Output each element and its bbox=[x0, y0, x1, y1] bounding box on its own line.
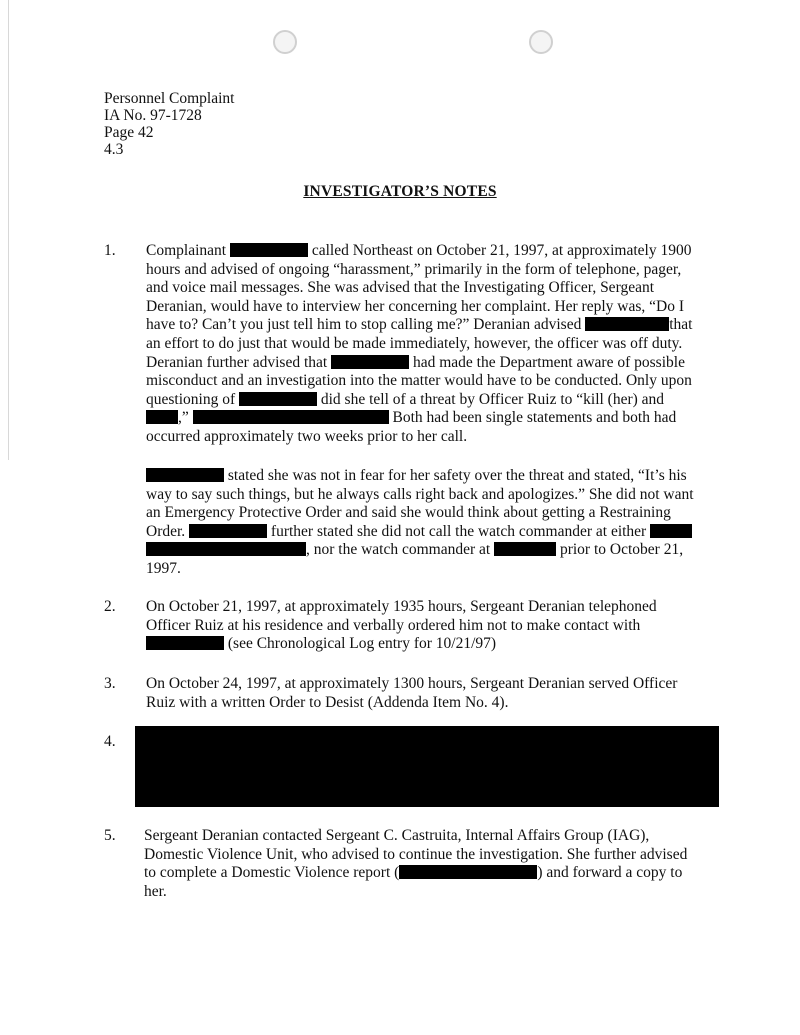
text: misconduct and an investigation into the matter would have to be conducted. Only upon bbox=[146, 372, 692, 390]
text: have to? Can’t you just tell him to stop calling me?” Deranian advised bbox=[146, 316, 582, 334]
redaction-block bbox=[239, 392, 317, 406]
text: ) and forward a copy to bbox=[537, 864, 683, 882]
text: did she tell of a threat by Officer Ruiz to “kill (her) and bbox=[320, 390, 665, 408]
text: 1997. bbox=[146, 559, 181, 577]
text: Both had been single statements and both had bbox=[392, 409, 677, 427]
text: called Northeast on October 21, 1997, at approximately 1900 bbox=[311, 242, 692, 259]
text: stated she was not in fear for her safety over the threat and stated, “It’s his bbox=[227, 467, 687, 484]
document-header bbox=[104, 90, 234, 158]
header-line: 4.3 bbox=[104, 141, 124, 158]
item-number: 5. bbox=[104, 827, 116, 844]
redaction-block-large bbox=[135, 726, 719, 807]
text: her. bbox=[144, 882, 167, 900]
item-3-paragraph bbox=[146, 675, 712, 712]
punch-hole-right bbox=[529, 30, 553, 54]
redaction-block bbox=[146, 468, 224, 482]
text: (see Chronological Log entry for 10/21/97) bbox=[227, 635, 497, 653]
text: ,” bbox=[178, 409, 189, 427]
item-5-paragraph bbox=[144, 827, 710, 901]
redaction-block bbox=[399, 865, 537, 879]
text: Officer Ruiz at his residence and verbally ordered him not to make contact with bbox=[146, 616, 641, 634]
text: Deranian further advised that bbox=[146, 353, 328, 371]
redaction-block bbox=[146, 636, 224, 650]
item-2-paragraph bbox=[146, 598, 712, 654]
text: questioning of bbox=[146, 390, 236, 408]
text: way to say such things, but he always calls right back and apologizes.” She did not want bbox=[146, 485, 694, 503]
item-1-paragraph-2 bbox=[146, 467, 712, 579]
redaction-block bbox=[230, 243, 308, 257]
text: occurred approximately two weeks prior to her call. bbox=[146, 427, 468, 445]
text: prior to October 21, bbox=[559, 541, 684, 559]
text: had made the Department aware of possible bbox=[412, 353, 685, 371]
punch-hole-left bbox=[273, 30, 297, 54]
text: that bbox=[669, 316, 693, 334]
header-line: Page 42 bbox=[104, 124, 154, 141]
text: Ruiz with a written Order to Desist (Addenda Item No. 4). bbox=[146, 693, 509, 711]
header-line: Personnel Complaint bbox=[104, 90, 235, 107]
text: On October 24, 1997, at approximately 1300 hours, Sergeant Deranian served Officer bbox=[146, 675, 678, 692]
text: hours and advised of ongoing “harassment,” primarily in the form of telephone, pager, bbox=[146, 260, 682, 278]
item-number: 3. bbox=[104, 675, 116, 692]
text: to complete a Domestic Violence report ( bbox=[144, 864, 400, 882]
item-number: 2. bbox=[104, 598, 116, 615]
redaction-block bbox=[494, 542, 556, 556]
text: an effort to do just that would be made immediately, however, the officer was off duty. bbox=[146, 334, 683, 352]
item-number: 1. bbox=[104, 242, 116, 259]
text: Domestic Violence Unit, who advised to continue the investigation. She further advised bbox=[144, 845, 688, 863]
redaction-block bbox=[331, 355, 409, 369]
text: an Emergency Protective Order and said she would think about getting a Restraining bbox=[146, 504, 671, 522]
redaction-block bbox=[193, 410, 389, 424]
page-title: INVESTIGATOR’S NOTES bbox=[303, 183, 497, 200]
item-1-paragraph-1 bbox=[146, 242, 712, 447]
text: Complainant bbox=[146, 242, 227, 259]
redaction-block bbox=[650, 524, 692, 538]
text: further stated she did not call the watch commander at either bbox=[270, 522, 647, 540]
text: Sergeant Deranian contacted Sergeant C. Castruita, Internal Affairs Group (IAG), bbox=[144, 827, 650, 844]
text: On October 21, 1997, at approximately 1935 hours, Sergeant Deranian telephoned bbox=[146, 598, 657, 615]
redaction-block bbox=[146, 410, 178, 424]
header-line: IA No. 97-1728 bbox=[104, 107, 202, 124]
text: and voice mail messages. She was advised that the Investigating Officer, Sergeant bbox=[146, 279, 655, 297]
redaction-block bbox=[189, 524, 267, 538]
page-edge-shadow bbox=[8, 0, 9, 460]
item-number: 4. bbox=[104, 733, 116, 750]
redaction-block bbox=[146, 542, 306, 556]
text: Deranian, would have to interview her concerning her complaint. Her reply was, “Do I bbox=[146, 297, 684, 315]
redaction-block bbox=[585, 317, 669, 331]
text: , nor the watch commander at bbox=[306, 541, 491, 559]
text: Order. bbox=[146, 522, 186, 540]
